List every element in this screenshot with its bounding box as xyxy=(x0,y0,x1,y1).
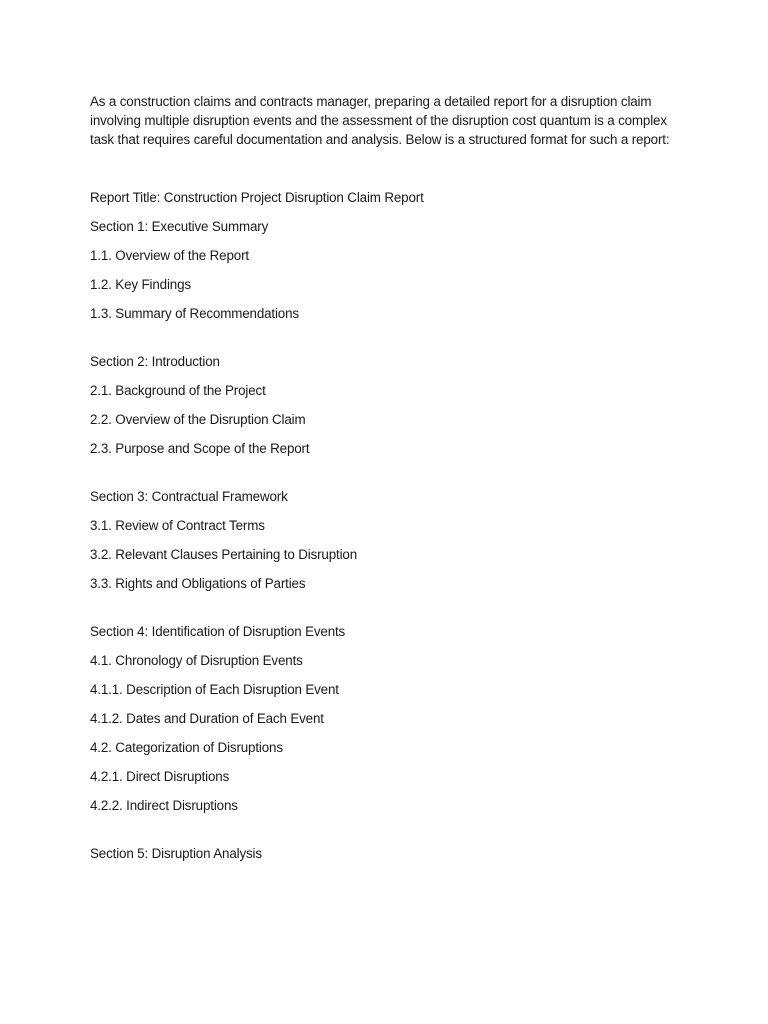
section-heading: Section 3: Contractual Framework xyxy=(90,489,288,504)
section-heading: Section 4: Identification of Disruption Events xyxy=(90,624,346,639)
intro-paragraph: As a construction claims and contracts manager, preparing a detailed report for a disruption claim involving multiple disruption events and the assessment of the disruption cost quantum is a complex task that requires careful documentation and analysis. Below is a structured format for such a report: xyxy=(90,94,670,147)
section-item: 2.2. Overview of the Disruption Claim xyxy=(90,412,306,427)
section-item: 4.1.1. Description of Each Disruption Event xyxy=(90,682,339,697)
section-item: 4.2. Categorization of Disruptions xyxy=(90,740,283,755)
section-heading: Section 5: Disruption Analysis xyxy=(90,846,262,861)
section-item: 4.1.2. Dates and Duration of Each Event xyxy=(90,711,324,726)
section-item: 4.1. Chronology of Disruption Events xyxy=(90,653,303,668)
section-item: 3.3. Rights and Obligations of Parties xyxy=(90,576,306,591)
section-5 xyxy=(90,844,680,863)
section-item: 2.1. Background of the Project xyxy=(90,383,266,398)
section-item: 1.3. Summary of Recommendations xyxy=(90,306,299,321)
section-item: 4.2.2. Indirect Disruptions xyxy=(90,798,238,813)
section-4 xyxy=(90,622,680,815)
section-item: 2.3. Purpose and Scope of the Report xyxy=(90,441,310,456)
section-item: 1.1. Overview of the Report xyxy=(90,248,249,263)
section-3 xyxy=(90,487,680,593)
section-item: 1.2. Key Findings xyxy=(90,277,191,292)
section-heading: Section 1: Executive Summary xyxy=(90,219,269,234)
section-item: 3.2. Relevant Clauses Pertaining to Disruption xyxy=(90,547,358,562)
section-item: 3.1. Review of Contract Terms xyxy=(90,518,265,533)
report-title: Report Title: Construction Project Disruption Claim Report xyxy=(90,190,424,205)
document-body xyxy=(90,92,680,863)
section-1 xyxy=(90,217,680,323)
section-2 xyxy=(90,352,680,458)
section-item: 4.2.1. Direct Disruptions xyxy=(90,769,230,784)
section-heading: Section 2: Introduction xyxy=(90,354,220,369)
